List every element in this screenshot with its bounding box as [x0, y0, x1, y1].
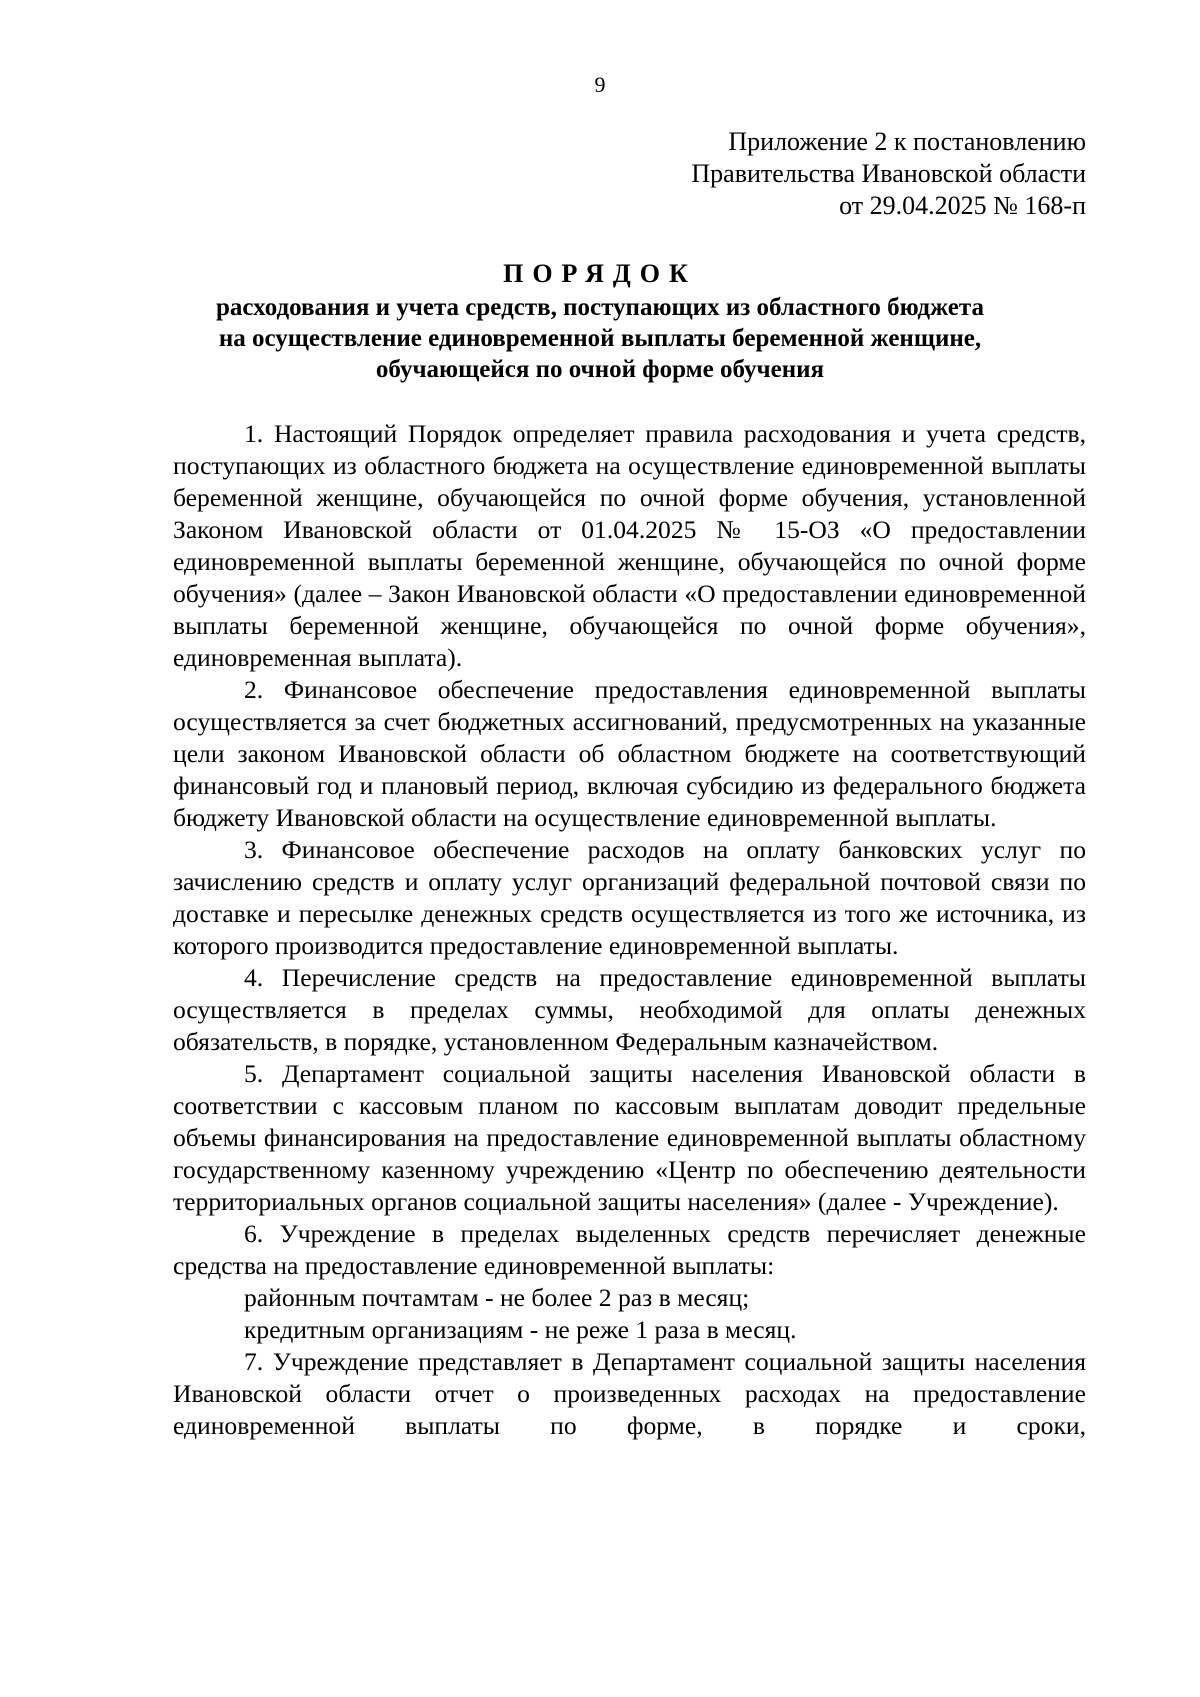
paragraph-2: 2. Финансовое обеспечение предоставления единовременной выплаты осуществляется за счет бюджетных ассигнований, предусмотренных на указанные цели законом Ивановской области об областном бюджете на соответствующий финансовый год и плановый период, включая субсидию из федерального бюджета бюджету Ивановской области на осуществление единовременной выплаты. [173, 675, 1086, 832]
paragraph-6: 6. Учреждение в пределах выделенных средств перечисляет денежные средства на предоставление единовременной выплаты: [173, 1219, 1086, 1280]
paragraph-1: 1. Настоящий Порядок определяет правила расходования и учета средств, поступающих из областного бюджета на осуществление единовременной выплаты беременной женщине, обучающейся по очной форме обучения, установленной Законом Ивановской области от 01.04.2025 № 15-ОЗ «О предоставлении единовременной выплаты беременной женщине, обучающейся по очной форме обучения» (далее – Закон Ивановской области «О предоставлении единовременной выплаты беременной женщине, обучающейся по очной форме обучения», единовременная выплата). [173, 419, 1086, 672]
title-main: ПОРЯДОК [503, 259, 697, 288]
appendix-line-1: Приложение 2 к постановлению [728, 127, 1086, 156]
paragraph-5: 5. Департамент социальной защиты населения Ивановской области в соответствии с кассовым планом по кассовым выплатам доводит предельные объемы финансирования на предоставление единовременной выплаты областному государственному казенному учреждению «Центр по обеспечению деятельности территориальных органов социальной защиты населения» (далее - Учреждение). [173, 1059, 1086, 1216]
document-body [173, 418, 1086, 1442]
page-number: 9 [594, 72, 606, 97]
document-title [0, 256, 1200, 385]
list-item-post-offices: районным почтамтам - не более 2 раз в месяц; [244, 1283, 750, 1312]
appendix-line-3: от 29.04.2025 № 168-п [839, 191, 1086, 220]
paragraph-3: 3. Финансовое обеспечение расходов на оплату банковских услуг по зачислению средств и оплату услуг организаций федеральной почтовой связи по доставке и пересылке денежных средств осуществляется из того же источника, из которого производится предоставление единовременной выплаты. [173, 835, 1086, 960]
list-item-credit-organizations: кредитным организациям - не реже 1 раза в месяц. [244, 1315, 797, 1344]
paragraph-7: 7. Учреждение представляет в Департамент социальной защиты населения Ивановской области отчет о произведенных расходах на предоставление единовременной выплаты по форме, в порядке и сроки, [173, 1347, 1086, 1440]
appendix-line-2: Правительства Ивановской области [691, 159, 1086, 188]
appendix-header [691, 126, 1086, 222]
paragraph-4: 4. Перечисление средств на предоставление единовременной выплаты осуществляется в пределах суммы, необходимой для оплаты денежных обязательств, в порядке, установленном Федеральным казначейством. [173, 963, 1086, 1056]
title-line-1: расходования и учета средств, поступающих из областного бюджета [216, 294, 984, 321]
title-line-2: на осуществление единовременной выплаты беременной женщине, [218, 325, 982, 352]
title-line-3: обучающейся по очной форме обучения [375, 356, 825, 383]
